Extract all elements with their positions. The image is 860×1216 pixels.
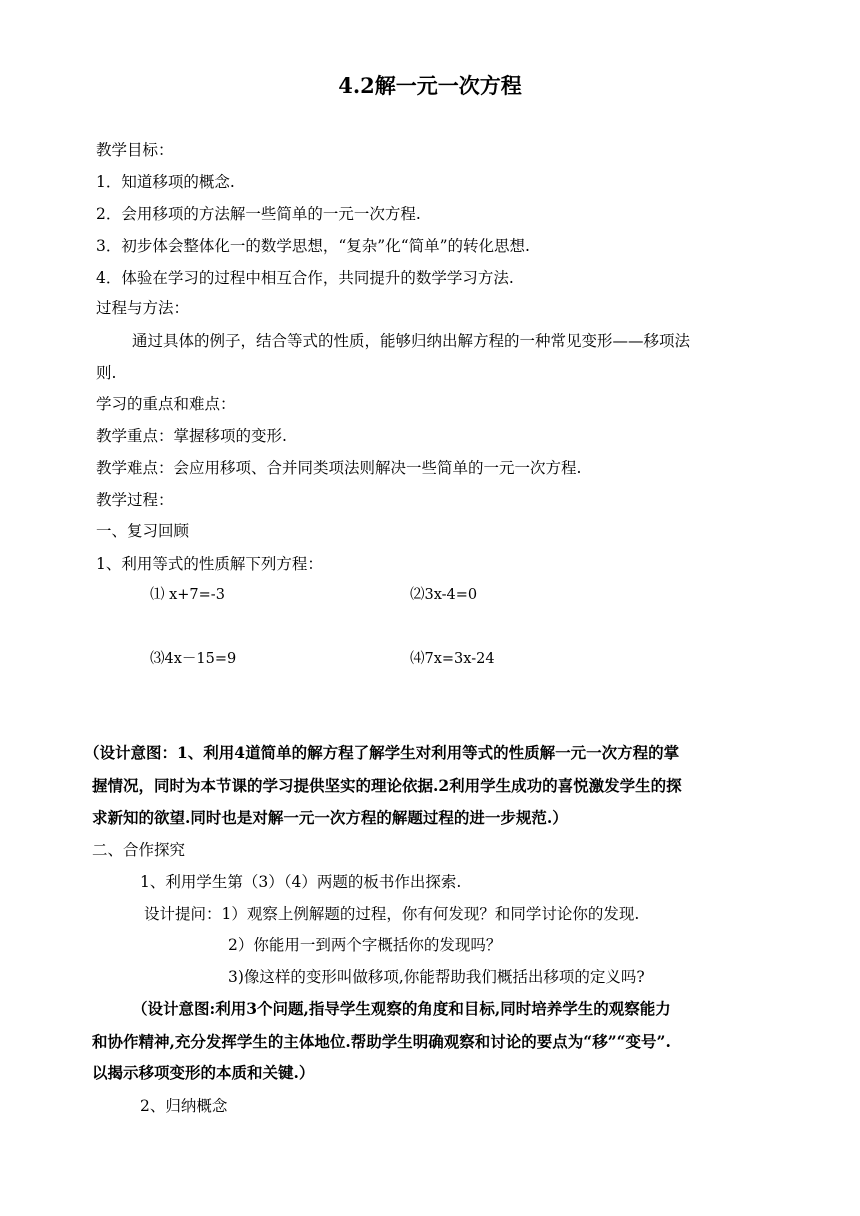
- process-method-text-cont: 则.: [96, 364, 117, 382]
- design-question-2: 2）你能用一到两个字概括你的发现吗？: [228, 936, 502, 954]
- design-intent-1-end: 求新知的欲望.同时也是对解一元一次方程的解题过程的进一步规范.）: [92, 808, 568, 827]
- design-intent-1: （设计意图：1、利用4道简单的解方程了解学生对利用等式的性质解一元一次方程的掌: [84, 743, 680, 762]
- design-question-1: 设计提问：1）观察上例解题的过程，你有何发现？和同学讨论你的发现.: [144, 905, 640, 923]
- cooperation-heading: 二、合作探究: [92, 841, 186, 859]
- teaching-process-heading: 教学过程：: [96, 491, 174, 509]
- design-question-3: 3)像这样的变形叫做移项,你能帮助我们概括出移项的定义吗?: [228, 968, 645, 986]
- design-intent-2: （设计意图:利用3个问题,指导学生观察的角度和目标,同时培养学生的观察能力: [132, 999, 671, 1018]
- review-question: 1、利用等式的性质解下列方程：: [96, 555, 323, 573]
- equation-3: ⑶4x－15=9: [150, 651, 237, 667]
- teaching-focus: 教学重点：掌握移项的变形.: [96, 427, 287, 445]
- key-points-heading: 学习的重点和难点：: [96, 395, 236, 413]
- objective-item: 4．体验在学习的过程中相互合作，共同提升的数学学习方法.: [96, 269, 514, 287]
- equation-4: ⑷7x=3x-24: [410, 651, 495, 667]
- objectives-heading: 教学目标：: [96, 141, 174, 159]
- concept-step-2: 2、归纳概念: [140, 1097, 228, 1115]
- page-title: 4.2解一元一次方程: [338, 73, 522, 98]
- equation-2: ⑵3x-4=0: [410, 587, 478, 603]
- process-method-text: 通过具体的例子，结合等式的性质，能够归纳出解方程的一种常见变形——移项法: [132, 332, 691, 350]
- design-intent-2-end: 以揭示移项变形的本质和关键.）: [92, 1063, 315, 1082]
- review-heading: 一、复习回顾: [96, 522, 190, 540]
- design-intent-2-cont: 和协作精神,充分发挥学生的主体地位.帮助学生明确观察和讨论的要点为“移”“变号”.: [92, 1032, 671, 1051]
- cooperation-step-1: 1、利用学生第（3）（4）两题的板书作出探索.: [140, 873, 462, 891]
- objective-item: 1．知道移项的概念.: [96, 173, 235, 191]
- design-intent-1-cont: 握情况，同时为本节课的学习提供坚实的理论依据.2利用学生成功的喜悦激发学生的探: [92, 776, 682, 795]
- objective-item: 3．初步体会整体化一的数学思想，“复杂”化“简单”的转化思想.: [96, 237, 530, 255]
- objective-item: 2．会用移项的方法解一些简单的一元一次方程.: [96, 205, 421, 223]
- process-method-heading: 过程与方法：: [96, 299, 190, 317]
- teaching-difficulty: 教学难点：会应用移项、合并同类项法则解决一些简单的一元一次方程.: [96, 459, 582, 477]
- equation-1: ⑴ x+7=-3: [150, 587, 225, 603]
